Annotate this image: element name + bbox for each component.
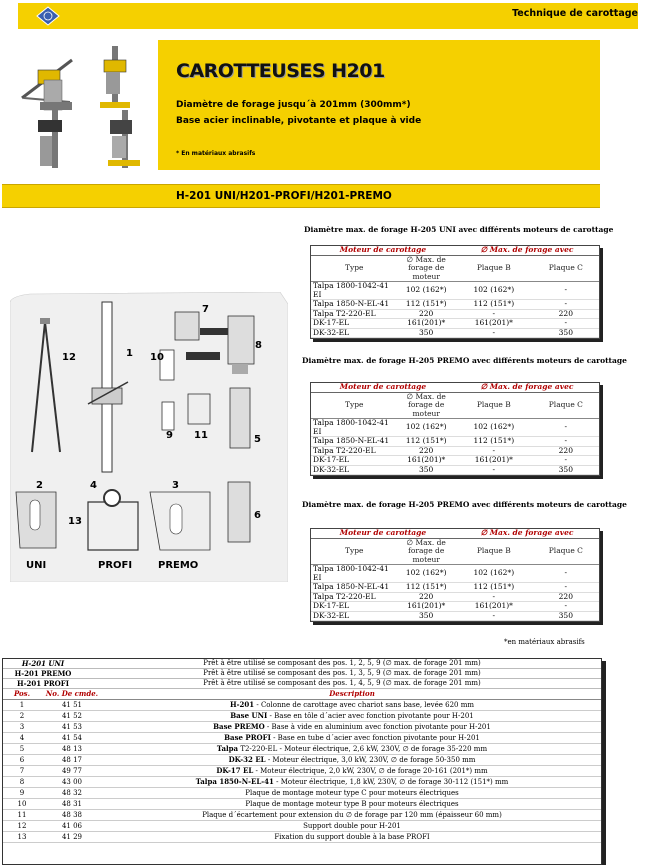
col-type: Type xyxy=(311,255,397,282)
table-row: Talpa 1850-N-EL-41 112 (151*) 112 (151*) - xyxy=(311,300,599,310)
part-label-1: 1 xyxy=(126,348,133,359)
table-row: Talpa T2-220-EL 220 - 220 xyxy=(311,446,599,456)
part-label-3: 3 xyxy=(172,480,179,491)
table-row: 13 41 29 Fixation du support double à la base PROFI xyxy=(3,832,601,843)
part-label-4: 4 xyxy=(90,480,97,491)
table-row: 12 41 06 Support double pour H-201 xyxy=(3,821,601,832)
part-label-10: 10 xyxy=(150,352,164,363)
parts-table xyxy=(2,658,602,865)
part-label-5: 5 xyxy=(254,434,261,445)
part-label-6: 6 xyxy=(254,510,261,521)
table-row: Talpa T2-220-EL 220 - 220 xyxy=(311,592,599,602)
table-row: 6 48 17 DK-32 EL - Moteur électrique, 3,0 kW, 230V, ∅ de forage 50-350 mm xyxy=(3,755,601,766)
section-title: H-201 UNI/H201-PROFI/H201-PREMO xyxy=(176,190,392,202)
col-max: ∅ Max. de forage de moteur xyxy=(397,255,455,282)
table-row: DK-17-EL 161(201)* 161(201)* - xyxy=(311,319,599,329)
group-header-motor: Moteur de carottage xyxy=(311,383,455,392)
table-row: 8 43 00 Talpa 1850-N-EL-41 - Moteur électrique, 1,8 kW, 230V, ∅ de forage 30-112 (151*) mm xyxy=(3,777,601,788)
abrasive-footnote: *en matériaux abrasifs xyxy=(504,638,585,646)
part-label-7: 7 xyxy=(202,304,209,315)
group-header-max: ∅ Max. de forage avec xyxy=(455,529,599,538)
col-max: ∅ Max. de forage de moteur xyxy=(397,392,455,419)
col-max: ∅ Max. de forage de moteur xyxy=(397,538,455,565)
exploded-parts-diagram xyxy=(10,292,288,582)
header-title: Technique de carottage xyxy=(512,8,638,19)
table-row: Talpa 1800-1042-41 EI 102 (162*) 102 (162*) - xyxy=(311,419,599,437)
col-plaque-b: Plaque B xyxy=(455,538,533,565)
product-title: CAROTTEUSES H201 xyxy=(176,60,385,82)
table-row: DK-32-EL 350 - 350 xyxy=(311,328,599,338)
part-label-2: 2 xyxy=(36,480,43,491)
table-row: Talpa 1800-1042-41 EI 102 (162*) 102 (162*) - xyxy=(311,565,599,583)
table-row: 4 41 54 Base PROFI - Base en tube d´acier avec fonction pivotante pour H-201 xyxy=(3,733,601,744)
table-3-caption: Diamètre max. de forage H-205 PREMO avec différents moteurs de carottage xyxy=(302,500,627,509)
table-row: 7 49 77 DK-17 EL - Moteur électrique, 2,0 kW, 230V, ∅ de forage 20-161 (201*) mm xyxy=(3,766,601,777)
col-plaque-b: Plaque B xyxy=(455,255,533,282)
table-row: 9 48 32 Plaque de montage moteur type C pour moteurs électriques xyxy=(3,788,601,799)
table-1-caption: Diamètre max. de forage H-205 UNI avec différents moteurs de carottage xyxy=(304,225,614,234)
group-header-motor: Moteur de carottage xyxy=(311,246,455,255)
motor-table-2 xyxy=(310,382,600,476)
table-row: 5 48 13 Talpa T2-220-EL - Moteur électrique, 2,6 kW, 230V, ∅ de forage 35-220 mm xyxy=(3,744,601,755)
col-plaque-c: Plaque C xyxy=(533,392,599,419)
table-row: Talpa 1850-N-EL-41 112 (151*) 112 (151*) - xyxy=(311,583,599,593)
table-row: 2 41 52 Base UNI - Base en tôle d´acier avec fonction pivotante pour H-201 xyxy=(3,711,601,722)
table-row: 10 48 31 Plaque de montage moteur type B pour moteurs électriques xyxy=(3,799,601,810)
motor-table-3 xyxy=(310,528,600,622)
table-row: DK-17-EL 161(201)* 161(201)* - xyxy=(311,456,599,466)
brand-logo-icon xyxy=(36,6,60,26)
col-type: Type xyxy=(311,538,397,565)
table-row: Talpa 1850-N-EL-41 112 (151*) 112 (151*) - xyxy=(311,437,599,447)
part-label-13: 13 xyxy=(68,516,82,527)
banner-line-1: Diamètre de forage jusqu´à 201mm (300mm*) xyxy=(176,100,411,110)
col-type: Type xyxy=(311,392,397,419)
model-row: H-201 PROFI Prêt à être utilisé se composant des pos. 1, 4, 5, 9 (∅ max. de forage 201 mm) xyxy=(3,679,601,689)
group-header-motor: Moteur de carottage xyxy=(311,529,455,538)
group-header-max: ∅ Max. de forage avec xyxy=(455,246,599,255)
part-label-8: 8 xyxy=(255,340,262,351)
group-header-max: ∅ Max. de forage avec xyxy=(455,383,599,392)
model-row: H-201 UNI Prêt à être utilisé se composant des pos. 1, 2, 5, 9 (∅ max. de forage 201 mm) xyxy=(3,659,601,669)
table-2-caption: Diamètre max. de forage H-205 PREMO avec différents moteurs de carottage xyxy=(302,356,627,365)
table-row: DK-32-EL 350 - 350 xyxy=(311,465,599,475)
table-row: 1 41 51 H-201 - Colonne de carottage avec chariot sans base, levée 620 mm xyxy=(3,700,601,711)
col-plaque-c: Plaque C xyxy=(533,255,599,282)
table-row: 11 48 38 Plaque d´écartement pour extension du ∅ de forage par 120 mm (épaisseur 60 mm) xyxy=(3,810,601,821)
table-row: DK-17-EL 161(201)* 161(201)* - xyxy=(311,602,599,612)
motor-table-1 xyxy=(310,245,600,339)
table-row: 3 41 53 Base PREMO - Base à vide en aluminium avec fonction pivotante pour H-201 xyxy=(3,722,601,733)
banner-footnote: * En matériaux abrasifs xyxy=(176,150,256,157)
model-row: H-201 PREMO Prêt à être utilisé se composant des pos. 1, 3, 5, 9 (∅ max. de forage 201 mm) xyxy=(3,669,601,679)
base-label-profi: PROFI xyxy=(98,560,133,571)
part-label-11: 11 xyxy=(194,430,208,441)
part-label-12: 12 xyxy=(62,352,76,363)
table-row: Talpa T2-220-EL 220 - 220 xyxy=(311,309,599,319)
product-photos xyxy=(14,40,154,170)
parts-header-row: Pos. No. De cmde. Description xyxy=(3,689,601,700)
table-row: Talpa 1800-1042-41 EI 102 (162*) 102 (162*) - xyxy=(311,282,599,300)
base-label-premo: PREMO xyxy=(158,560,199,571)
banner-line-2: Base acier inclinable, pivotante et plaque à vide xyxy=(176,116,422,126)
part-label-9: 9 xyxy=(166,430,173,441)
col-plaque-b: Plaque B xyxy=(455,392,533,419)
base-label-uni: UNI xyxy=(26,560,47,571)
table-row: DK-32-EL 350 - 350 xyxy=(311,611,599,621)
col-plaque-c: Plaque C xyxy=(533,538,599,565)
